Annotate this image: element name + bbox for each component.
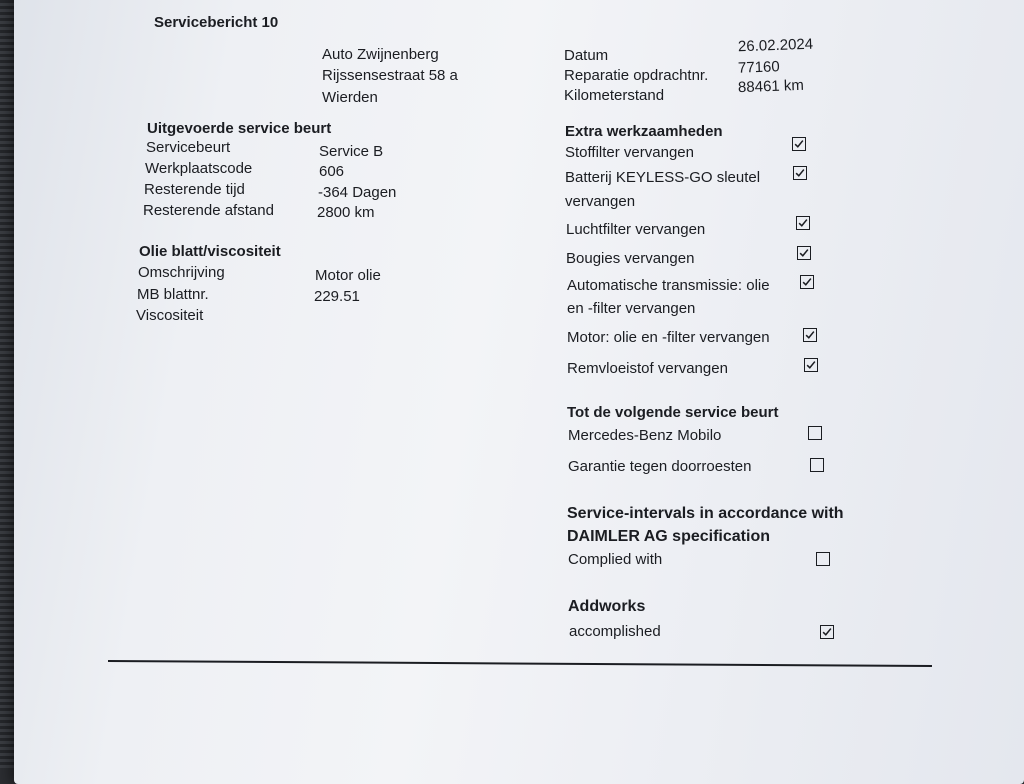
remaining-distance-label: Resterende afstand — [143, 202, 274, 219]
workshop-code-label: Werkplaatscode — [145, 160, 253, 177]
spark-plugs-checkbox — [797, 246, 811, 260]
extra-item-keyless-battery-line2: vervangen — [565, 193, 636, 210]
complied-with-checkbox — [816, 552, 830, 566]
document-title: Servicebericht 10 — [154, 14, 279, 31]
remaining-time-value: -364 Dagen — [318, 184, 397, 201]
complied-with-label: Complied with — [568, 551, 663, 568]
intervals-heading-line2: DAIMLER AG specification — [567, 528, 770, 545]
extra-item-transmission-line2: en -filter vervangen — [567, 300, 696, 317]
oil-description-value: Motor olie — [315, 267, 381, 284]
extra-item-keyless-battery: Batterij KEYLESS-GO sleutel — [565, 169, 761, 186]
oil-heading: Olie blatt/viscositeit — [139, 243, 281, 260]
brake-fluid-checkbox — [804, 358, 818, 372]
oil-description-label: Omschrijving — [138, 264, 225, 281]
extra-item-transmission: Automatische transmissie: olie — [567, 277, 770, 294]
bottom-divider-line — [108, 660, 932, 667]
extra-item-engine-oil: Motor: olie en -filter vervangen — [567, 329, 770, 346]
next-item-rust-warranty: Garantie tegen doorroesten — [568, 458, 752, 475]
date-value: 26.02.2024 — [737, 35, 814, 56]
oil-sheet-value: 229.51 — [314, 288, 360, 305]
dealer-city: Wierden — [322, 89, 378, 106]
extra-item-air-filter: Luchtfilter vervangen — [566, 221, 706, 238]
next-service-heading: Tot de volgende service beurt — [567, 404, 779, 421]
extra-item-brake-fluid: Remvloeistof vervangen — [567, 360, 728, 377]
transmission-checkbox — [800, 275, 814, 289]
dealer-street: Rijssensestraat 58 a — [322, 67, 458, 84]
air-filter-checkbox — [796, 216, 810, 230]
km-value: 88461 km — [737, 76, 805, 97]
service-value: Service B — [319, 143, 384, 160]
service-label: Servicebeurt — [146, 139, 231, 156]
service-heading: Uitgevoerde service beurt — [147, 120, 332, 137]
service-report-paper — [14, 0, 1024, 784]
engine-oil-checkbox — [803, 328, 817, 342]
rust-warranty-checkbox — [810, 458, 824, 472]
extra-item-dust-filter: Stoffilter vervangen — [565, 144, 694, 161]
order-label: Reparatie opdrachtnr. — [564, 67, 709, 84]
accomplished-label: accomplished — [569, 623, 661, 640]
accomplished-checkbox — [820, 625, 834, 639]
extra-work-heading: Extra werkzaamheden — [565, 123, 723, 140]
next-item-mobilo: Mercedes-Benz Mobilo — [568, 427, 722, 444]
date-label: Datum — [564, 47, 609, 64]
addworks-heading: Addworks — [568, 598, 646, 615]
intervals-heading-line1: Service-intervals in accordance with — [567, 505, 844, 522]
dealer-name: Auto Zwijnenberg — [322, 46, 439, 63]
km-label: Kilometerstand — [564, 87, 665, 104]
remaining-time-label: Resterende tijd — [144, 181, 245, 198]
workshop-code-value: 606 — [319, 163, 345, 180]
dust-filter-checkbox — [792, 137, 806, 151]
oil-sheet-label: MB blattnr. — [137, 286, 209, 303]
extra-item-spark-plugs: Bougies vervangen — [566, 250, 695, 267]
mobilo-checkbox — [808, 426, 822, 440]
order-value: 77160 — [737, 58, 781, 77]
keyless-battery-checkbox — [793, 166, 807, 180]
remaining-distance-value: 2800 km — [317, 204, 375, 221]
viscosity-label: Viscositeit — [136, 307, 204, 324]
